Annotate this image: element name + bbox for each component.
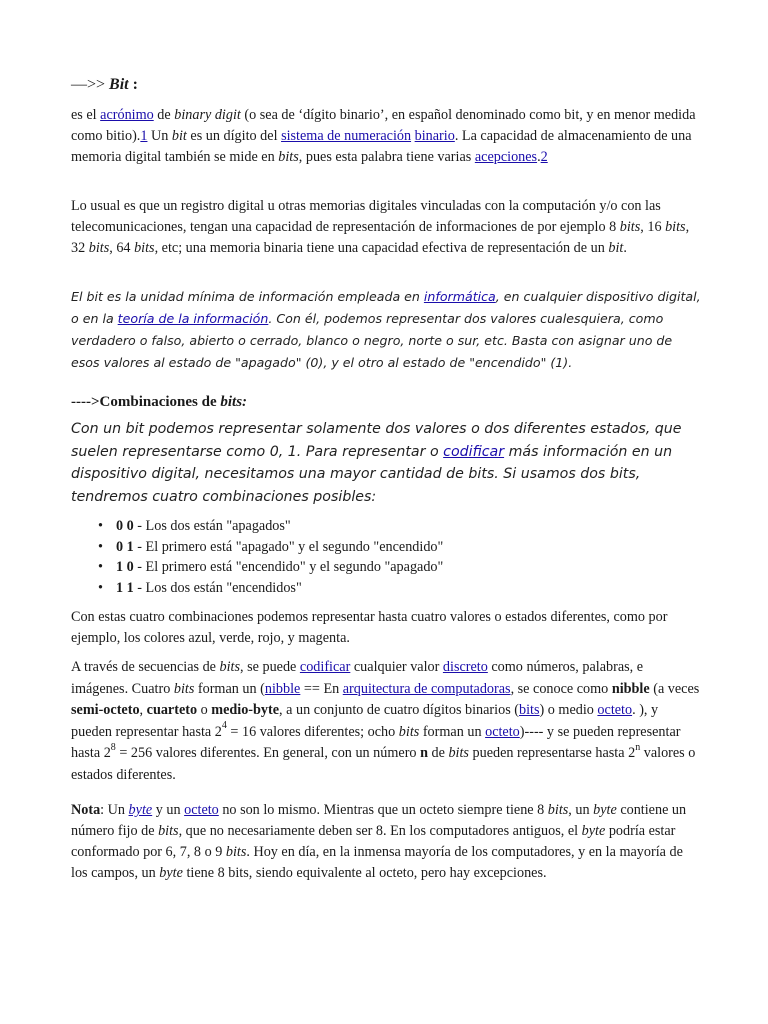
paragraph-combinaciones-intro: Con un bit podemos representar solamente dos valores o dos diferentes estados, que suelen representarse como 0, 1. Para representar o codificar más información en un dispositivo digital, necesitamos una mayor cantidad de bits. Si usamos dos bits, tendremos cuatro combinaciones posibles:	[71, 421, 682, 505]
list-item: • 1 1 - Los dos están "encendidos"	[71, 578, 701, 599]
link-nibble[interactable]: nibble	[264, 680, 301, 697]
paragraph-bit-definition: es el acrónimo de binary digit (o sea de ‘dígito binario’, en español denominado como bit, y en menor medida como bitio).1 Un bit es un dígito del sistema de numeración binario. La capacidad de almacenamiento de una memoria digital también se mide en bits, pues esta palabra tiene varias acepciones.2	[71, 107, 696, 165]
list-item: • 0 0 - Los dos están "apagados"	[71, 516, 701, 537]
link-octeto[interactable]: octeto	[597, 702, 633, 719]
link-acepciones[interactable]: acepciones	[474, 149, 538, 165]
link-byte[interactable]: byte	[128, 802, 153, 818]
paragraph-unidad-minima: El bit es la unidad mínima de información empleada en informática, en cualquier dispositivo digital, o en la teoría de la información. Con él, podemos representar dos valores cualesquiera, como verdadero o falso, abierto o cerrado, blanco o negro, norte o sur, etc. Basta con asignar uno de esos valores al estado de "apagado" (0), y el otro al estado de "encendido" (1).	[71, 289, 701, 370]
heading-colon: :	[132, 76, 138, 93]
paragraph-cuatro-combinaciones: Con estas cuatro combinaciones podemos representar hasta cuatro valores o estados diferentes, como por ejemplo, los colores azul, verde, rojo, y magenta.	[71, 609, 668, 646]
list-item: • 0 1 - El primero está "apagado" y el segundo "encendido"	[71, 537, 701, 558]
section-heading-bit	[71, 74, 138, 95]
link-sistema-de-numeracion[interactable]: sistema de numeración	[281, 128, 412, 144]
footnote-link-2[interactable]: 2	[540, 149, 548, 165]
list-item: • 1 0 - El primero está "encendido" y el segundo "apagado"	[71, 557, 701, 578]
heading-title: Bit	[109, 76, 129, 93]
link-discreto[interactable]: discreto	[442, 659, 488, 675]
section-heading-combinaciones: ---->Combinaciones de bits:	[71, 394, 248, 410]
link-teoria-de-la-informacion[interactable]: teoría de la información	[117, 311, 269, 326]
link-acronimo[interactable]: acrónimo	[100, 107, 154, 123]
paragraph-secuencias-de-bits: A través de secuencias de bits, se puede codificar cualquier valor discreto como números, palabras, e imágenes. Cuatro bits forman un (nibble == En arquitectura de computadoras, se conoce como nibble (a veces semi-octeto, cuarteto o medio-byte, a un conjunto de cuatro dígitos binarios (bits) o medio octeto. ), y pueden representar hasta $2^4 = 16$ valores diferentes; ocho bits forman un octeto)---- y se pueden representar hasta $2^8 = 256$ valores diferentes. En general, con un número n de bits pueden representarse hasta 2$^n$ valores o estados diferentes.	[71, 659, 700, 783]
link-binario[interactable]: binario	[414, 128, 455, 144]
link-codificar[interactable]: codificar	[443, 443, 505, 460]
link-octeto-2[interactable]: octeto	[485, 723, 520, 740]
link-informatica[interactable]: informática	[423, 289, 496, 304]
paragraph-registro-digital: Lo usual es que un registro digital u otras memorias digitales vinculadas con la computación y/o con las telecomunicaciones, tengan una capacidad de representación de informaciones de por ejemplo 8 bits, 16 bits, 32 bits, 64 bits, etc; una memoria binaria tiene una capacidad efectiva de representación de un bit.	[71, 198, 690, 256]
link-codificar-2[interactable]: codificar	[299, 659, 351, 675]
link-arquitectura-de-computadoras[interactable]: arquitectura de computadoras	[342, 680, 511, 697]
combinations-list	[71, 516, 701, 598]
footnote-link-1[interactable]: 1	[140, 128, 148, 144]
link-bits[interactable]: bits	[519, 702, 540, 719]
paragraph-nota: Nota: Un byte y un octeto no son lo mismo. Mientras que un octeto siempre tiene 8 bits, un byte contiene un número fijo de bits, que no necesariamente deben ser 8. En los computadores antiguos, el byte podría estar conformado por 6, 7, 8 o 9 bits. Hoy en día, en la inmensa mayoría de los computadores, y en la mayoría de los campos, un byte tiene 8 bits, siendo equivalente al octeto, pero hay excepciones.	[71, 802, 687, 881]
link-octeto-nota[interactable]: octeto	[184, 802, 219, 818]
heading-arrow: —>>	[71, 76, 106, 93]
